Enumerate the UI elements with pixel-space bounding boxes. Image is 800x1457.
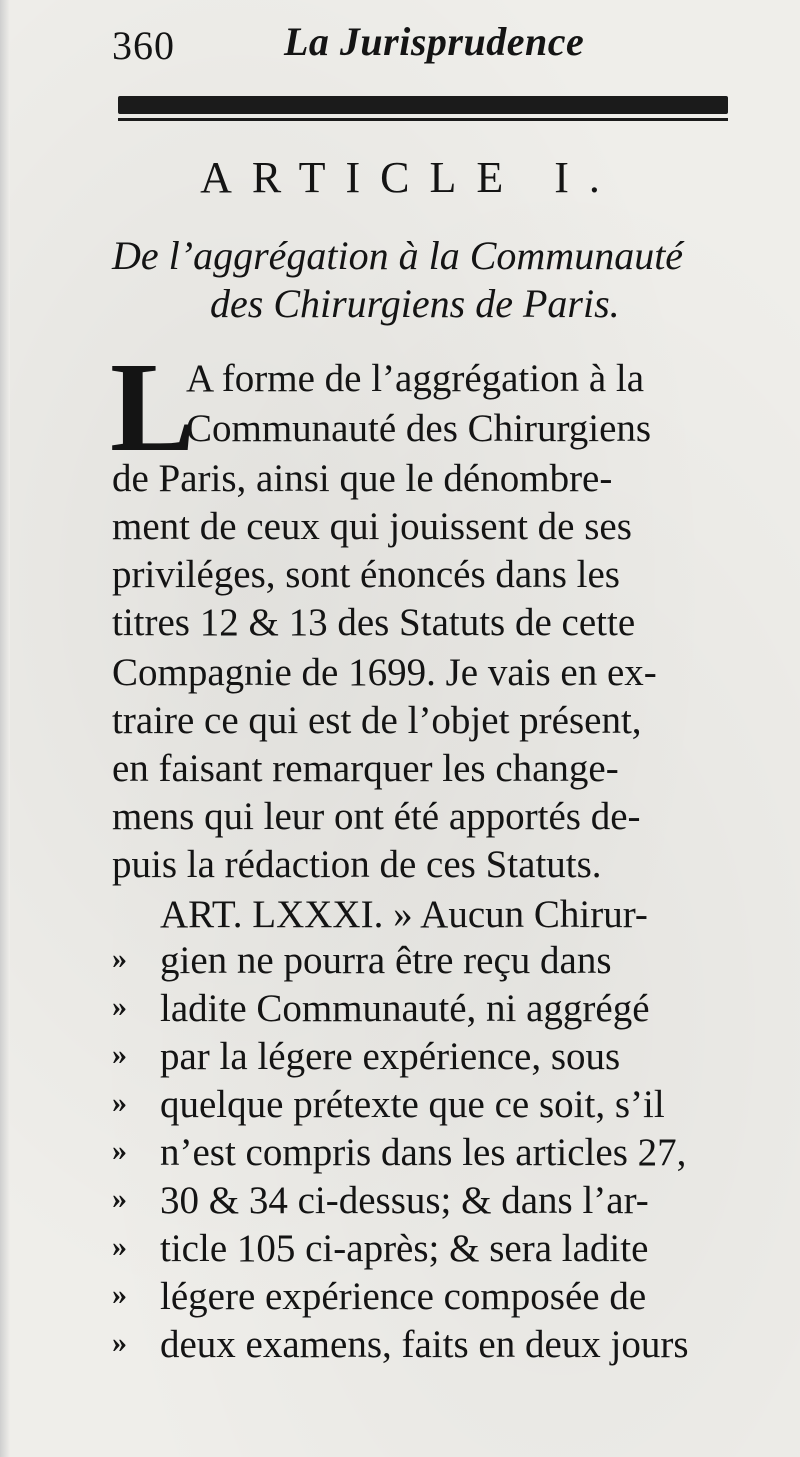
body-line: de Paris, ainsi que le dénombre-: [112, 457, 613, 500]
body-line: ment de ceux qui jouissent de ses: [112, 505, 632, 548]
body-line: titres 12 & 13 des Statuts de cette: [112, 601, 636, 644]
quote-mark: »: [112, 990, 127, 1023]
article-line: gien ne pourra être reçu dans: [160, 939, 612, 982]
article-line: légere expérience composée de: [160, 1275, 647, 1318]
article-line: quelque prétexte que ce soit, s’il: [160, 1083, 665, 1126]
body-line: mens qui leur ont été apportés de-: [112, 795, 641, 838]
drop-cap: L: [110, 336, 196, 478]
quote-mark: »: [112, 1278, 127, 1311]
body-line: Communauté des Chirurgiens: [186, 407, 652, 450]
body-line: en faisant remarquer les change-: [112, 747, 619, 790]
quote-mark: »: [112, 1038, 127, 1071]
quote-mark: »: [112, 1086, 127, 1119]
article-line: ticle 105 ci-après; & sera ladite: [160, 1227, 649, 1270]
article-line: n’est compris dans les articles 27,: [160, 1131, 687, 1174]
article-line: ladite Communauté, ni aggrégé: [160, 987, 650, 1030]
article-line: 30 & 34 ci-dessus; & dans l’ar-: [160, 1179, 649, 1222]
quote-mark: »: [112, 1134, 127, 1167]
header-rule-thin: [118, 118, 728, 121]
header-rule: [118, 96, 728, 114]
article-line: deux examens, faits en deux jours: [160, 1323, 689, 1366]
quote-mark: »: [112, 1230, 127, 1263]
body-line: puis la rédaction de ces Statuts.: [112, 843, 602, 886]
section-subtitle-line: De l’aggrégation à la Communauté: [112, 233, 684, 278]
article-first-line: ART. LXXXI. » Aucun Chirur-: [160, 893, 648, 936]
quote-mark: »: [112, 1182, 127, 1215]
section-subtitle-line: des Chirurgiens de Paris.: [210, 281, 620, 326]
quote-mark: »: [112, 1326, 127, 1359]
article-heading: ARTICLE I.: [200, 153, 620, 202]
article-line: par la légere expérience, sous: [160, 1035, 621, 1078]
body-line: Compagnie de 1699. Je vais en ex-: [112, 651, 657, 694]
body-line: A forme de l’aggrégation à la: [186, 357, 645, 400]
running-header: [112, 18, 752, 78]
body-line: traire ce qui est de l’objet présent,: [112, 699, 642, 742]
running-title: La Jurisprudence: [284, 19, 585, 64]
page-edge-shadow: [0, 0, 10, 1457]
page-number: 360: [112, 23, 175, 68]
quote-mark: »: [112, 942, 127, 975]
body-line: priviléges, sont énoncés dans les: [112, 553, 620, 596]
